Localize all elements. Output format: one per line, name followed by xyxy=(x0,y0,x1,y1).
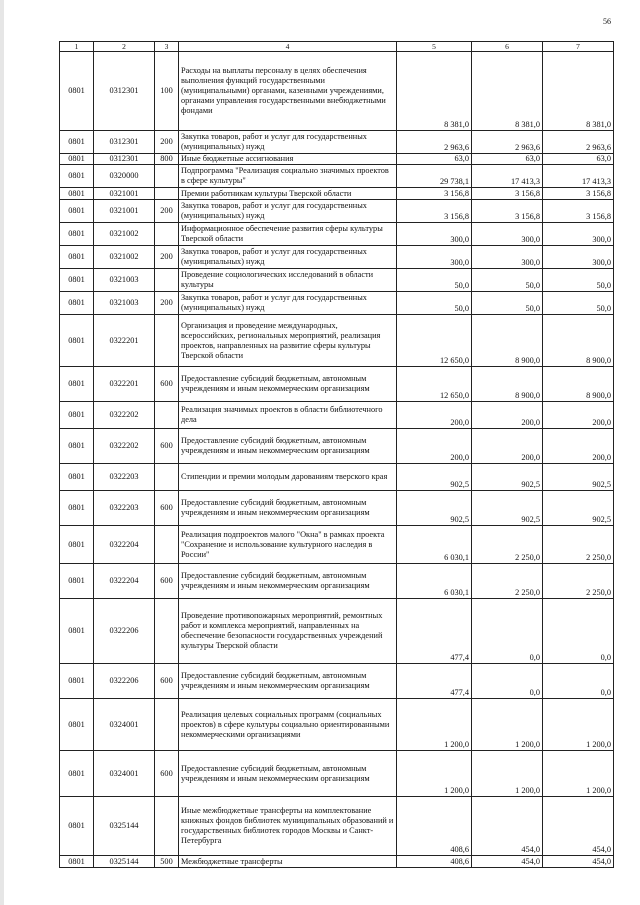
amount-col5: 50,0 xyxy=(397,292,472,315)
amount-col7: 1 200,0 xyxy=(543,751,614,797)
amount-col5: 200,0 xyxy=(397,402,472,429)
expense-type-code xyxy=(155,599,179,664)
table-row xyxy=(60,402,614,429)
expense-type-code: 500 xyxy=(155,856,179,868)
expense-type-code: 600 xyxy=(155,491,179,526)
expense-type-code: 200 xyxy=(155,200,179,223)
amount-col7: 2 250,0 xyxy=(543,526,614,564)
amount-col7: 902,5 xyxy=(543,464,614,491)
amount-col5: 300,0 xyxy=(397,223,472,246)
col-header-7: 7 xyxy=(543,42,614,52)
item-description: Закупка товаров, работ и услуг для государственных (муниципальных) нужд xyxy=(179,200,397,223)
item-description: Предоставление субсидий бюджетным, автономным учреждениям и иным некоммерческим организациям xyxy=(179,367,397,402)
amount-col6: 2 250,0 xyxy=(472,564,543,599)
col-header-3: 3 xyxy=(155,42,179,52)
section-code: 0801 xyxy=(60,599,94,664)
amount-col6: 902,5 xyxy=(472,491,543,526)
amount-col6: 17 413,3 xyxy=(472,165,543,188)
target-code: 0322203 xyxy=(94,491,155,526)
table-row xyxy=(60,797,614,856)
amount-col5: 902,5 xyxy=(397,464,472,491)
item-description: Премии работникам культуры Тверской области xyxy=(179,188,397,200)
amount-col7: 454,0 xyxy=(543,797,614,856)
amount-col5: 8 381,0 xyxy=(397,52,472,131)
amount-col5: 200,0 xyxy=(397,429,472,464)
item-description: Межбюджетные трансферты xyxy=(179,856,397,868)
scan-edge xyxy=(0,0,4,905)
table-row xyxy=(60,200,614,223)
section-code: 0801 xyxy=(60,315,94,367)
section-code: 0801 xyxy=(60,797,94,856)
target-code: 0325144 xyxy=(94,797,155,856)
col-header-4: 4 xyxy=(179,42,397,52)
amount-col6: 50,0 xyxy=(472,269,543,292)
amount-col7: 1 200,0 xyxy=(543,699,614,751)
amount-col6: 2 963,6 xyxy=(472,131,543,154)
target-code: 0322203 xyxy=(94,464,155,491)
expense-type-code: 600 xyxy=(155,664,179,699)
target-code: 0321002 xyxy=(94,246,155,269)
amount-col7: 3 156,8 xyxy=(543,200,614,223)
amount-col6: 8 900,0 xyxy=(472,367,543,402)
target-code: 0322204 xyxy=(94,564,155,599)
amount-col7: 8 900,0 xyxy=(543,315,614,367)
table-row xyxy=(60,564,614,599)
item-description: Реализация подпроектов малого "Окна" в рамках проекта "Сохранение и использование культурного наследия в России" xyxy=(179,526,397,564)
target-code: 0320000 xyxy=(94,165,155,188)
amount-col5: 12 650,0 xyxy=(397,367,472,402)
item-description: Закупка товаров, работ и услуг для государственных (муниципальных) нужд xyxy=(179,131,397,154)
header-row xyxy=(60,42,614,52)
amount-col7: 902,5 xyxy=(543,491,614,526)
amount-col6: 1 200,0 xyxy=(472,751,543,797)
col-header-1: 1 xyxy=(60,42,94,52)
item-description: Предоставление субсидий бюджетным, автономным учреждениям и иным некоммерческим организациям xyxy=(179,751,397,797)
expense-type-code: 200 xyxy=(155,246,179,269)
amount-col6: 454,0 xyxy=(472,856,543,868)
amount-col6: 200,0 xyxy=(472,429,543,464)
section-code: 0801 xyxy=(60,165,94,188)
amount-col6: 8 900,0 xyxy=(472,315,543,367)
amount-col5: 63,0 xyxy=(397,154,472,165)
expense-type-code: 200 xyxy=(155,292,179,315)
item-description: Иные бюджетные ассигнования xyxy=(179,154,397,165)
amount-col7: 300,0 xyxy=(543,246,614,269)
table-row xyxy=(60,269,614,292)
table-row xyxy=(60,856,614,868)
target-code: 0322202 xyxy=(94,429,155,464)
amount-col6: 8 381,0 xyxy=(472,52,543,131)
target-code: 0322201 xyxy=(94,315,155,367)
amount-col7: 2 963,6 xyxy=(543,131,614,154)
expense-type-code xyxy=(155,464,179,491)
amount-col6: 0,0 xyxy=(472,664,543,699)
item-description: Закупка товаров, работ и услуг для государственных (муниципальных) нужд xyxy=(179,246,397,269)
amount-col7: 0,0 xyxy=(543,599,614,664)
table-row xyxy=(60,246,614,269)
table-row xyxy=(60,315,614,367)
amount-col7: 8 900,0 xyxy=(543,367,614,402)
target-code: 0312301 xyxy=(94,154,155,165)
amount-col6: 454,0 xyxy=(472,797,543,856)
amount-col6: 200,0 xyxy=(472,402,543,429)
amount-col5: 12 650,0 xyxy=(397,315,472,367)
item-description: Стипендии и премии молодым дарованиям тверского края xyxy=(179,464,397,491)
table-row xyxy=(60,154,614,165)
item-description: Закупка товаров, работ и услуг для государственных (муниципальных) нужд xyxy=(179,292,397,315)
amount-col7: 50,0 xyxy=(543,269,614,292)
amount-col7: 200,0 xyxy=(543,402,614,429)
expense-type-code xyxy=(155,269,179,292)
target-code: 0324001 xyxy=(94,751,155,797)
section-code: 0801 xyxy=(60,223,94,246)
target-code: 0322201 xyxy=(94,367,155,402)
section-code: 0801 xyxy=(60,664,94,699)
amount-col5: 6 030,1 xyxy=(397,564,472,599)
section-code: 0801 xyxy=(60,402,94,429)
table-row xyxy=(60,292,614,315)
section-code: 0801 xyxy=(60,200,94,223)
amount-col5: 3 156,8 xyxy=(397,200,472,223)
item-description: Предоставление субсидий бюджетным, автономным учреждениям и иным некоммерческим организациям xyxy=(179,429,397,464)
amount-col5: 902,5 xyxy=(397,491,472,526)
amount-col5: 300,0 xyxy=(397,246,472,269)
section-code: 0801 xyxy=(60,292,94,315)
target-code: 0322206 xyxy=(94,599,155,664)
target-code: 0321001 xyxy=(94,188,155,200)
amount-col5: 408,6 xyxy=(397,797,472,856)
item-description: Предоставление субсидий бюджетным, автономным учреждениям и иным некоммерческим организациям xyxy=(179,491,397,526)
expense-type-code xyxy=(155,699,179,751)
item-description: Подпрограмма "Реализация социально значимых проектов в сфере культуры" xyxy=(179,165,397,188)
item-description: Реализация значимых проектов в области библиотечного дела xyxy=(179,402,397,429)
amount-col6: 300,0 xyxy=(472,246,543,269)
target-code: 0322206 xyxy=(94,664,155,699)
item-description: Предоставление субсидий бюджетным, автономным учреждениям и иным некоммерческим организациям xyxy=(179,664,397,699)
amount-col6: 0,0 xyxy=(472,599,543,664)
section-code: 0801 xyxy=(60,464,94,491)
table-row xyxy=(60,52,614,131)
table-row xyxy=(60,367,614,402)
amount-col6: 300,0 xyxy=(472,223,543,246)
section-code: 0801 xyxy=(60,856,94,868)
section-code: 0801 xyxy=(60,699,94,751)
target-code: 0312301 xyxy=(94,52,155,131)
amount-col5: 29 738,1 xyxy=(397,165,472,188)
amount-col5: 3 156,8 xyxy=(397,188,472,200)
section-code: 0801 xyxy=(60,246,94,269)
expense-type-code xyxy=(155,165,179,188)
item-description: Проведение социологических исследований в области культуры xyxy=(179,269,397,292)
expense-type-code xyxy=(155,315,179,367)
amount-col5: 2 963,6 xyxy=(397,131,472,154)
section-code: 0801 xyxy=(60,131,94,154)
expense-type-code: 100 xyxy=(155,52,179,131)
table-row xyxy=(60,599,614,664)
section-code: 0801 xyxy=(60,429,94,464)
expense-type-code: 600 xyxy=(155,429,179,464)
section-code: 0801 xyxy=(60,269,94,292)
expense-type-code xyxy=(155,526,179,564)
amount-col5: 6 030,1 xyxy=(397,526,472,564)
expense-type-code: 200 xyxy=(155,131,179,154)
table-row xyxy=(60,526,614,564)
amount-col7: 2 250,0 xyxy=(543,564,614,599)
amount-col5: 408,6 xyxy=(397,856,472,868)
table-row xyxy=(60,664,614,699)
item-description: Организация и проведение международных, всероссийских, региональных мероприятий, реализация проектов, направленных на развитие сферы культуры Тверской области xyxy=(179,315,397,367)
item-description: Предоставление субсидий бюджетным, автономным учреждениям и иным некоммерческим организациям xyxy=(179,564,397,599)
table-row xyxy=(60,429,614,464)
amount-col5: 1 200,0 xyxy=(397,751,472,797)
amount-col5: 1 200,0 xyxy=(397,699,472,751)
target-code: 0324001 xyxy=(94,699,155,751)
table-row xyxy=(60,751,614,797)
amount-col6: 2 250,0 xyxy=(472,526,543,564)
expense-type-code: 600 xyxy=(155,367,179,402)
expense-type-code xyxy=(155,797,179,856)
table-row xyxy=(60,188,614,200)
amount-col6: 3 156,8 xyxy=(472,200,543,223)
section-code: 0801 xyxy=(60,52,94,131)
expense-type-code: 600 xyxy=(155,564,179,599)
target-code: 0322202 xyxy=(94,402,155,429)
section-code: 0801 xyxy=(60,751,94,797)
item-description: Реализация целевых социальных программ (социальных проектов) в сфере культуры социально ориентированными некоммерческими организациями xyxy=(179,699,397,751)
target-code: 0325144 xyxy=(94,856,155,868)
amount-col7: 3 156,8 xyxy=(543,188,614,200)
table-row xyxy=(60,223,614,246)
item-description: Информационное обеспечение развития сферы культуры Тверской области xyxy=(179,223,397,246)
target-code: 0321002 xyxy=(94,223,155,246)
amount-col5: 477,4 xyxy=(397,599,472,664)
col-header-6: 6 xyxy=(472,42,543,52)
item-description: Иные межбюджетные трансферты на комплектование книжных фондов библиотек муниципальных образований и государственных библиотек городов Москвы и Санкт-Петербурга xyxy=(179,797,397,856)
amount-col7: 63,0 xyxy=(543,154,614,165)
item-description: Расходы на выплаты персоналу в целях обеспечения выполнения функций государственными (муниципальными) органами, казенными учреждениями, органами управления государственными внебюджетными фондами xyxy=(179,52,397,131)
table-row xyxy=(60,464,614,491)
target-code: 0321001 xyxy=(94,200,155,223)
amount-col6: 902,5 xyxy=(472,464,543,491)
item-description: Проведение противопожарных мероприятий, ремонтных работ и комплекса мероприятий, направленных на обеспечение безопасности государственных учреждений культуры Тверской области xyxy=(179,599,397,664)
amount-col6: 50,0 xyxy=(472,292,543,315)
section-code: 0801 xyxy=(60,491,94,526)
target-code: 0321003 xyxy=(94,269,155,292)
section-code: 0801 xyxy=(60,367,94,402)
amount-col5: 477,4 xyxy=(397,664,472,699)
expense-type-code xyxy=(155,188,179,200)
expense-type-code xyxy=(155,223,179,246)
target-code: 0312301 xyxy=(94,131,155,154)
amount-col6: 1 200,0 xyxy=(472,699,543,751)
table-row xyxy=(60,131,614,154)
page-number: 56 xyxy=(603,17,611,26)
amount-col7: 8 381,0 xyxy=(543,52,614,131)
amount-col7: 0,0 xyxy=(543,664,614,699)
expense-type-code xyxy=(155,402,179,429)
amount-col5: 50,0 xyxy=(397,269,472,292)
amount-col7: 300,0 xyxy=(543,223,614,246)
amount-col7: 454,0 xyxy=(543,856,614,868)
amount-col7: 200,0 xyxy=(543,429,614,464)
budget-table xyxy=(59,41,614,868)
section-code: 0801 xyxy=(60,188,94,200)
amount-col7: 17 413,3 xyxy=(543,165,614,188)
target-code: 0322204 xyxy=(94,526,155,564)
col-header-2: 2 xyxy=(94,42,155,52)
section-code: 0801 xyxy=(60,154,94,165)
table-row xyxy=(60,699,614,751)
amount-col7: 50,0 xyxy=(543,292,614,315)
table-row xyxy=(60,165,614,188)
section-code: 0801 xyxy=(60,526,94,564)
expense-type-code: 600 xyxy=(155,751,179,797)
col-header-5: 5 xyxy=(397,42,472,52)
section-code: 0801 xyxy=(60,564,94,599)
target-code: 0321003 xyxy=(94,292,155,315)
expense-type-code: 800 xyxy=(155,154,179,165)
amount-col6: 63,0 xyxy=(472,154,543,165)
table-row xyxy=(60,491,614,526)
amount-col6: 3 156,8 xyxy=(472,188,543,200)
